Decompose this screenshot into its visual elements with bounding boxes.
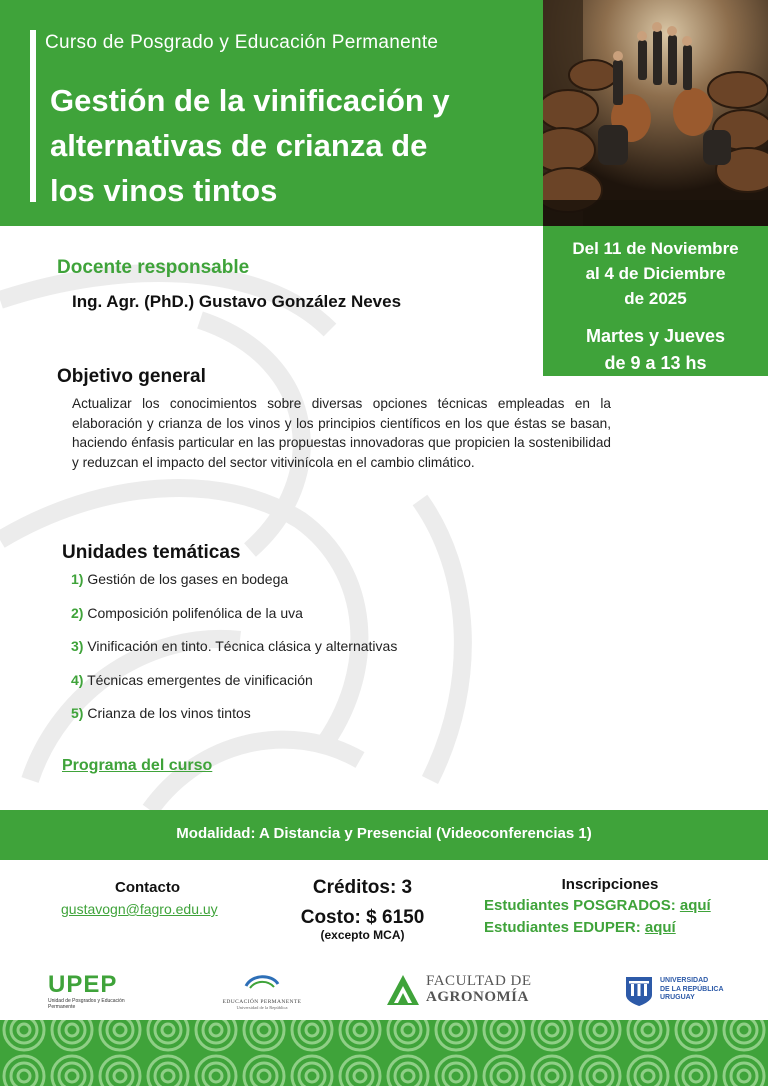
list-item — [71, 571, 288, 587]
objetivo-text: Actualizar los conocimientos sobre diversas opciones técnicas empleadas en la elaboración y crianza de los vinos y los principios científicos en los que éstas se basan, haciendo énfasis particular en las propuestas innovadoras que propicien la sostenibilidad y reduzcan el impacto del sector vitivinícola en el cambio climático. — [72, 396, 611, 470]
list-item — [71, 605, 303, 621]
header-subtitle: Curso de Posgrado y Educación Permanente — [45, 32, 439, 53]
contacto-heading: Contacto — [115, 879, 180, 896]
facultad-text: FACULTAD DE — [426, 973, 532, 989]
posgrados-label: Estudiantes POSGRADOS: — [484, 897, 676, 914]
agronomia-text: AGRONOMÍA — [426, 989, 529, 1005]
schedule-line: de 9 a 13 hs — [604, 353, 707, 373]
udelar-logo — [624, 975, 734, 1007]
eduper-link[interactable]: aquí — [644, 919, 676, 936]
facultad-agronomia-logo — [386, 972, 556, 1008]
udelar-line: DE LA REPÚBLICA — [660, 985, 724, 993]
contact-email-link[interactable]: gustavogn@fagro.edu.uy — [61, 901, 218, 917]
excepto-note: (excepto MCA) — [320, 928, 405, 942]
unit-number: 4) — [71, 672, 84, 688]
inscripcion-eduper — [484, 919, 676, 936]
course-title-line: los vinos tintos — [50, 173, 278, 208]
list-item — [71, 638, 397, 654]
course-title-line: alternativas de crianza de — [50, 128, 428, 163]
objetivo-heading: Objetivo general — [57, 366, 206, 387]
educacion-permanente-logo — [222, 972, 302, 1010]
schedule-line: Martes y Jueves — [585, 326, 726, 346]
udelar-text — [660, 977, 724, 1003]
unit-number: 5) — [71, 705, 84, 721]
udelar-line: URUGUAY — [660, 994, 695, 1001]
decorative-pattern-band — [0, 1020, 768, 1086]
unit-text: Crianza de los vinos tintos — [87, 705, 251, 721]
unidades-heading: Unidades temáticas — [62, 542, 241, 563]
creditos-text: Créditos: 3 — [312, 877, 413, 898]
unit-number: 1) — [71, 571, 84, 587]
swirl-icon — [242, 972, 282, 994]
unit-text: Técnicas emergentes de vinificación — [87, 672, 313, 688]
date-box — [543, 226, 768, 376]
posgrados-link[interactable]: aquí — [679, 897, 711, 914]
list-item — [71, 705, 251, 721]
educacion-logo-text: EDUCACIÓN PERMANENTE — [222, 999, 302, 1005]
upep-logo-subtitle: Unidad de Posgrados y Educación Permanente — [48, 998, 125, 1010]
unit-number: 2) — [71, 605, 84, 621]
university-shield-icon — [624, 975, 654, 1007]
unit-text: Vinificación en tinto. Técnica clásica y alternativas — [87, 638, 398, 654]
inscripciones-heading: Inscripciones — [561, 876, 659, 893]
unit-text: Composición polifenólica de la uva — [87, 605, 303, 621]
upep-logo — [48, 972, 138, 1010]
eduper-label: Estudiantes EDUPER: — [484, 919, 641, 936]
modalidad-banner: Modalidad: A Distancia y Presencial (Videoconferencias 1) — [0, 810, 768, 860]
docente-name: Ing. Agr. (PhD.) Gustavo González Neves — [72, 292, 402, 311]
unit-text: Gestión de los gases en bodega — [87, 571, 289, 587]
date-line: de 2025 — [624, 289, 687, 308]
header-accent-bar — [30, 30, 36, 202]
unit-number: 3) — [71, 638, 84, 654]
course-title-line: Gestión de la vinificación y — [50, 83, 450, 118]
costo-text: Costo: $ 6150 — [300, 907, 425, 928]
upep-logo-text: UPEP — [48, 971, 118, 998]
date-line: al 4 de Diciembre — [585, 264, 726, 283]
docente-heading: Docente responsable — [57, 257, 250, 278]
agronomia-triangle-icon — [386, 974, 420, 1006]
creditos-block — [280, 873, 445, 933]
list-item — [71, 672, 313, 688]
educacion-logo-subtitle: Universidad de la República — [236, 1005, 288, 1010]
udelar-line: UNIVERSIDAD — [660, 977, 709, 984]
date-line: Del 11 de Noviembre — [572, 239, 739, 258]
course-title — [50, 78, 530, 213]
programa-link[interactable]: Programa del curso — [62, 757, 213, 774]
inscripcion-posgrados — [484, 897, 711, 914]
winery-cellar-photo — [543, 0, 768, 226]
